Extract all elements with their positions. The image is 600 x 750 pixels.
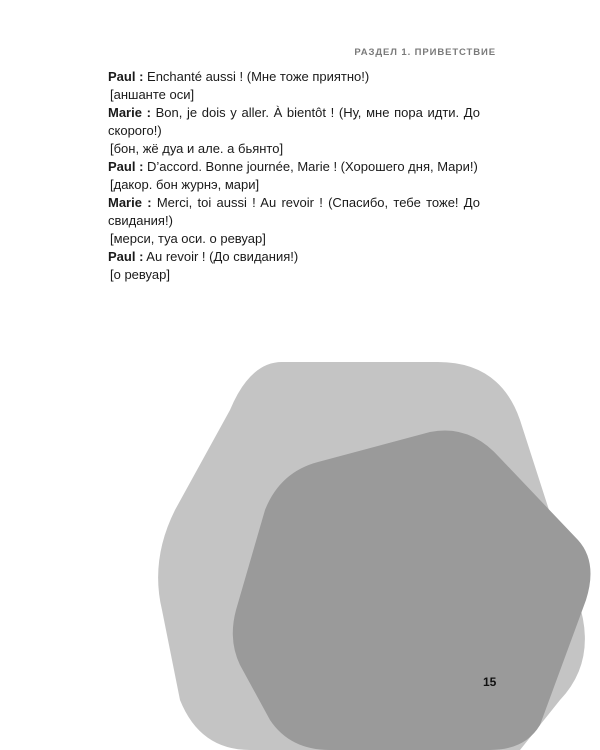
running-header: РАЗДЕЛ 1. ПРИВЕТСТВИЕ [354, 47, 496, 58]
page-number: 15 [483, 675, 497, 689]
speaker-name: Paul : [108, 69, 144, 84]
dialogue-line [108, 248, 480, 266]
dialogue-text: Enchanté aussi ! (Мне тоже приятно!) [143, 69, 370, 84]
dialogue-text: D’accord. Bonne journée, Marie ! (Хорошего дня, Мари!) [143, 159, 478, 174]
transliteration: [бон, жё дуа и але. а бьянто] [110, 141, 284, 156]
speaker-name: Marie : [108, 105, 151, 120]
speaker-name: Paul : [108, 249, 144, 264]
dialogue-block [108, 68, 480, 284]
speaker-name: Paul : [108, 159, 144, 174]
dialogue-line [108, 68, 480, 86]
transliteration: [о ревуар] [110, 267, 170, 282]
dialogue-text: Bon, je dois y aller. À bientôt ! (Ну, мне пора идти. До скорого!) [108, 105, 480, 138]
transliteration: [аншанте оси] [110, 87, 195, 102]
dialogue-line [108, 104, 480, 140]
speaker-name: Marie : [108, 195, 152, 210]
dialogue-text: Au revoir ! (До свидания!) [143, 249, 299, 264]
dialogue-text: Merci, toi aussi ! Au revoir ! (Спасибо, тебе тоже! До свидания!) [108, 195, 480, 228]
transliteration: [дакор. бон журнэ, мари] [110, 177, 260, 192]
dialogue-line [108, 158, 480, 176]
dialogue-line [108, 194, 480, 230]
transliteration: [мерси, туа оси. о ревуар] [110, 231, 266, 246]
